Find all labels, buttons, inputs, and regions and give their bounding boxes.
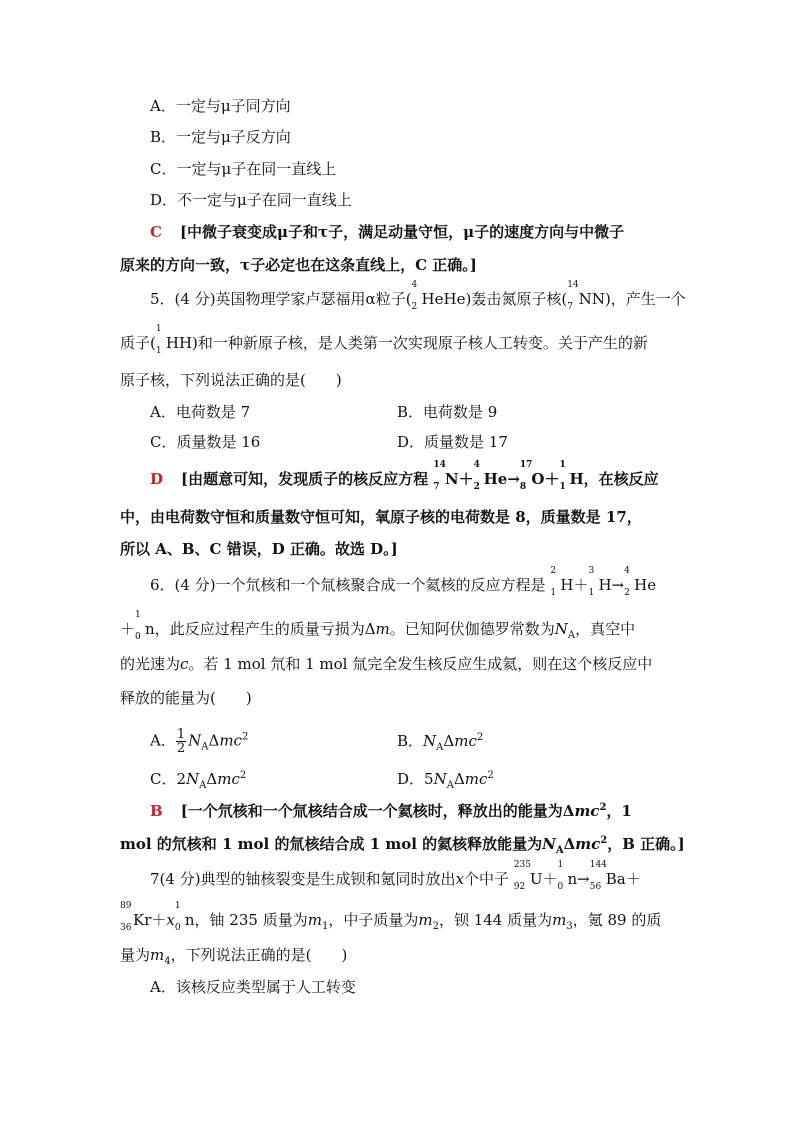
nuclide-h1: 1 1 H <box>155 324 179 356</box>
q5-explanation-1a: [由题意可知，发现质子的核反应方程 <box>181 470 429 488</box>
q6-explanation-line1: B [一个氘核和一个氚核结合成一个氦核时，释放出的能量为Δmc$^2$，1 <box>150 802 632 820</box>
q4-explanation-text1: [中微子衰变成μ子和τ子，满足动量守恒，μ子的速度方向与中微子 <box>179 223 625 241</box>
q6-option-b: B．$N_A\Delta mc^2$ <box>397 732 484 753</box>
nuclide-he4: 4 2 He <box>411 280 444 312</box>
q7-stem-2c: ，钡 144 质量为 <box>438 911 553 929</box>
q7-option-a: A．该核反应类型属于人工转变 <box>150 978 356 996</box>
q6-explanation-line2: mol 的氘核和 1 mol 的氚核结合成 1 mol 的氦核释放能量为$N_A\Delta mc^2$，B 正确。] <box>120 835 685 856</box>
q6-option-a: A． $\frac{1}{2}$ $N_A\Delta mc^2$ <box>150 727 249 756</box>
q5-stem-2b: H)和一种新原子核，是人类第一次实现原子核人工转变。关于产生的新 <box>178 334 648 352</box>
q7-stem-3b: ，下列说法正确的是( ) <box>170 946 348 964</box>
q7-stem-2b: ，中子质量为 <box>328 911 419 929</box>
nuclide-kr89: 89 36 Kr <box>120 901 152 933</box>
nuclide-h3: 3 1 H <box>588 566 612 598</box>
nuclide-u235: 235 92 U <box>513 860 543 892</box>
nuclide-h1: 1 1 H <box>559 460 584 492</box>
q5-explanation-line2: 中，由电荷数守恒和质量数守恒可知，氧原子核的电荷数是 8，质量数是 17， <box>120 508 642 526</box>
q5-stem-line3: 原子核，下列说法正确的是( ) <box>120 371 342 389</box>
q6-stem-line2: ＋ 1 0 n，此反应过程产生的质量亏损为Δm。已知阿伏伽德罗常数为$N_A$，真空中 <box>120 610 636 642</box>
q5-option-a: A．电荷数是 7 <box>150 403 251 421</box>
q6-stem-1: 6．(4 分)一个氘核和一个氚核聚合成一个氦核的反应方程是 <box>150 576 546 594</box>
q7-stem-3a: 量为 <box>120 946 151 964</box>
nuclide-n14: 14 7 N <box>567 280 592 312</box>
q7-stem-line2: 89 36 Kr＋x 1 0 n，铀 235 质量为$m_1$，中子质量为$m_2$，钡 144 质量为$m_3$，氪 89 的质 <box>120 901 662 933</box>
q6-stem-2b: 。已知阿伏伽德罗常数为 <box>389 620 555 638</box>
nuclide-o17: 17 8 O <box>519 460 545 492</box>
q5-explanation-1b: ，在核反应 <box>583 470 659 488</box>
q5-explanation-line1: D [由题意可知，发现质子的核反应方程 14 7 N＋ 4 2 He→ 17 8 O＋ 1 1 H，在核反应 <box>150 460 659 492</box>
q5-stem-2a: 质子( <box>120 334 156 352</box>
nuclide-he4: 4 2 He <box>624 566 657 598</box>
q6-explanation-2b: ，B 正确。] <box>607 835 685 853</box>
q6-explanation-1a: [一个氘核和一个氚核结合成一个氦核时，释放出的能量为Δ <box>180 802 575 820</box>
q6-stem-3b: 。若 1 mol 氘和 1 mol 氚完全发生核反应生成氦，则在这个核反应中 <box>188 655 653 673</box>
q5-stem-1a: 5．(4 分)英国物理学家卢瑟福用α粒子( <box>150 290 412 308</box>
nuclide-n14: 14 7 N <box>433 460 459 492</box>
q4-explanation-line1 <box>150 223 624 241</box>
q7-stem-line3: 量为$m_4$，下列说法正确的是( ) <box>120 946 348 967</box>
q6-option-d: D．$5N_A\Delta mc^2$ <box>397 770 494 791</box>
q5-stem-line1 <box>150 280 686 312</box>
q6-stem-line4: 释放的能量为( ) <box>120 689 252 707</box>
q7-stem-1b: 个中子 <box>464 870 510 888</box>
q6-stem-line1: 6．(4 分)一个氘核和一个氚核聚合成一个氦核的反应方程是 2 1 H＋ 3 1 H→ 4 2 He <box>150 566 657 598</box>
q7-stem-2d: ，氪 89 的质 <box>572 911 662 929</box>
q6-stem-2a: ，此反应过程产生的质量亏损为Δ <box>154 620 376 638</box>
q4-option-a: A．一定与μ子同方向 <box>150 97 291 115</box>
nuclide-n1: 1 0 n <box>135 610 155 642</box>
nuclide-n1: 1 0 n <box>174 901 195 933</box>
nuclide-he4: 4 2 He <box>473 460 508 492</box>
q4-explanation-line2: 原来的方向一致，τ子必定也在这条直线上，C 正确。] <box>120 256 477 274</box>
q6-answer: B <box>150 802 163 820</box>
q6-stem-line3: 的光速为c。若 1 mol 氘和 1 mol 氚完全发生核反应生成氦，则在这个核反应中 <box>120 655 653 673</box>
q5-answer: D <box>150 470 164 488</box>
q6-option-c: C．$2N_A\Delta mc^2$ <box>150 770 247 791</box>
q5-stem-1b: He)轰击氮原子核( <box>443 290 568 308</box>
q7-stem-1a: 7(4 分)典型的铀核裂变是生成钡和氪同时放出 <box>150 870 456 888</box>
fraction-one-half: $\frac{1}{2}$ <box>176 727 186 756</box>
q5-option-b: B．电荷数是 9 <box>397 403 498 421</box>
q4-option-d: D．不一定与μ子在同一直线上 <box>150 191 352 209</box>
q5-option-c: C．质量数是 16 <box>150 433 261 451</box>
nuclide-ba144: 144 56 Ba <box>589 860 626 892</box>
q7-stem-2a: ，铀 235 质量为 <box>194 911 308 929</box>
q5-option-d: D．质量数是 17 <box>397 433 508 451</box>
nuclide-h2: 2 1 H <box>550 566 574 598</box>
q5-stem-line2 <box>120 324 648 356</box>
q4-option-c: C．一定与μ子在同一直线上 <box>150 160 337 178</box>
q6-explanation-2a: mol 的氘核和 1 mol 的氚核结合成 1 mol 的氦核释放能量为 <box>120 835 543 853</box>
q6-explanation-1b: ，1 <box>606 802 632 820</box>
q6-stem-2c: ，真空中 <box>575 620 636 638</box>
q7-stem-line1: 7(4 分)典型的铀核裂变是生成钡和氪同时放出x个中子 235 92 U＋ 1 0 n→ 144 56 Ba＋ <box>150 860 641 892</box>
q6-stem-3a: 的光速为 <box>120 655 181 673</box>
q4-option-b: B．一定与μ子反方向 <box>150 128 291 146</box>
nuclide-n1: 1 0 n <box>557 860 578 892</box>
q5-stem-1c: N)，产生一个 <box>591 290 686 308</box>
q4-answer: C <box>150 223 162 241</box>
q5-explanation-line3: 所以 A、B、C 错误，D 正确。故选 D。] <box>120 540 398 558</box>
